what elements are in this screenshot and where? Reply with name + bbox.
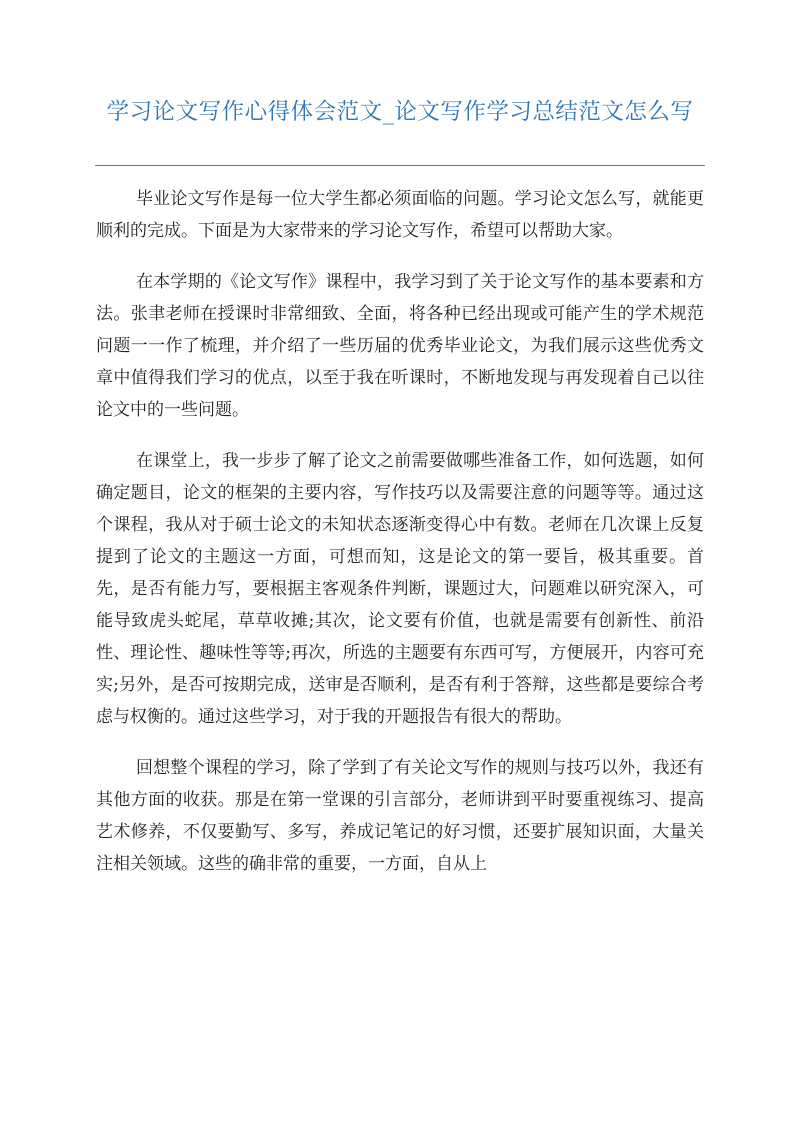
title-divider [95, 165, 705, 166]
document-title: 学习论文写作心得体会范文_论文写作学习总结范文怎么写 [106, 99, 694, 125]
paragraph-reflection: 回想整个课程的学习，除了学到了有关论文写作的规则与技巧以外，我还有其他方面的收获。那是在第一堂课的引言部分，老师讲到平时要重视练习、提高艺术修养，不仅要勤写、多写，养成记笔记的好习惯，还要扩展知识面，大量关注相关领域。这些的确非常的重要，一方面，自从上 [96, 758, 704, 874]
document-body [96, 183, 704, 899]
paragraph-course: 在本学期的《论文写作》课程中，我学习到了关于论文写作的基本要素和方法。张聿老师在授课时非常细致、全面，将各种已经出现或可能产生的学术规范问题一一作了梳理，并介绍了一些历届的优秀毕业论文，为我们展示这些优秀文章中值得我们学习的优点，以至于我在听课时，不断地发现与再发现着自己以往论文中的一些问题。 [96, 272, 704, 420]
paragraph-intro: 毕业论文写作是每一位大学生都必须面临的问题。学习论文怎么写，就能更顺利的完成。下面是为大家带来的学习论文写作，希望可以帮助大家。 [96, 189, 704, 241]
paragraph-classroom: 在课堂上，我一步步了解了论文之前需要做哪些准备工作，如何选题，如何确定题目，论文的框架的主要内容，写作技巧以及需要注意的问题等等。通过这个课程，我从对于硕士论文的未知状态逐渐变得心中有数。老师在几次课上反复提到了论文的主题这一方面，可想而知，这是论文的第一要旨，极其重要。首先，是否有能力写，要根据主客观条件判断，课题过大，问题难以研究深入，可能导致虎头蛇尾，草草收摊;其次，论文要有价值，也就是需要有创新性、前沿性、理论性、趣味性等等;再次，所选的主题要有东西可写，方便展开，内容可充实;另外，是否可按期完成，送审是否顺利，是否有利于答辩，这些都是要综合考虑与权衡的。通过这些学习，对于我的开题报告有很大的帮助。 [96, 451, 704, 727]
